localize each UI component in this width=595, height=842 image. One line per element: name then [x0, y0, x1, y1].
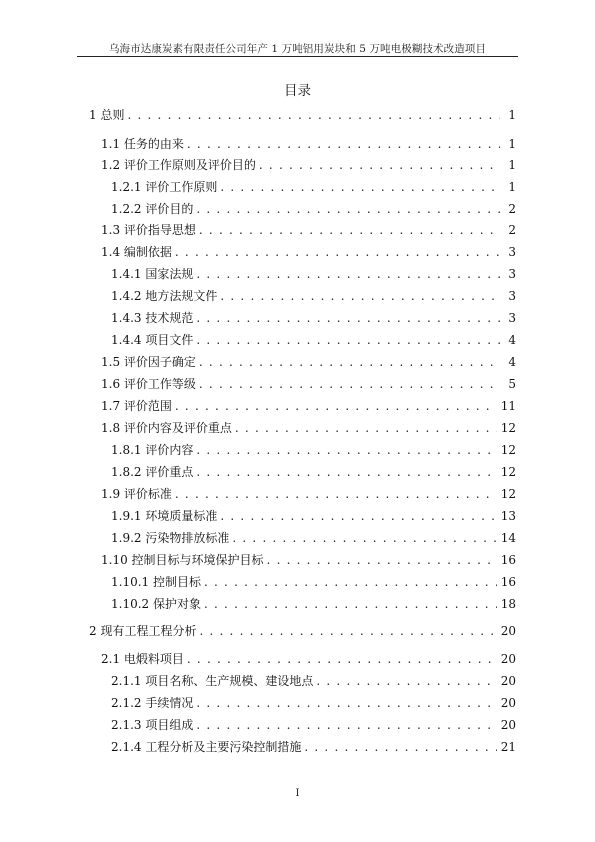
toc-entry-label: 1.4.4 项目文件: [111, 333, 194, 347]
toc-dot-leader: [175, 244, 500, 260]
toc-dot-leader: [204, 574, 497, 590]
toc-dot-leader: [196, 266, 500, 282]
toc-entry-page: 12: [500, 487, 516, 501]
toc-entry[interactable]: [101, 136, 516, 152]
toc-dot-leader: [187, 136, 500, 152]
toc-entry-page: 1: [508, 108, 516, 122]
toc-entry-label: 1.8 评价内容及评价重点: [101, 421, 232, 435]
toc-dot-leader: [267, 552, 497, 568]
toc-entry-label: 1.2.2 评价目的: [111, 202, 194, 216]
toc-entry-page: 16: [500, 575, 516, 589]
toc-entry[interactable]: [111, 442, 516, 458]
toc-dot-leader: [316, 673, 496, 689]
toc-entry-page: 2: [508, 202, 516, 216]
toc-entry-page: 12: [500, 421, 516, 435]
toc-entry-label: 1.10 控制目标与环境保护目标: [101, 553, 264, 567]
toc-entry-label: 1.8.1 评价内容: [111, 443, 194, 457]
toc-entry[interactable]: [101, 486, 516, 502]
toc-dot-leader: [204, 596, 497, 612]
toc-entry-label: 2.1.1 项目名称、生产规模、建设地点: [111, 674, 314, 688]
header-divider: [77, 56, 518, 57]
running-header: 乌海市达康炭素有限责任公司年产 1 万吨铝用炭块和 5 万吨电极糊技术改造项目: [108, 43, 487, 55]
toc-dot-leader: [196, 717, 496, 733]
toc-entry-label: 1.9 评价标准: [101, 487, 172, 501]
toc-entry[interactable]: [111, 596, 516, 612]
toc-entry[interactable]: [89, 623, 516, 639]
toc-dot-leader: [196, 201, 500, 217]
toc-entry-label: 1.10.2 保护对象: [111, 597, 201, 611]
toc-entry[interactable]: [111, 310, 516, 326]
toc-entry[interactable]: [111, 695, 516, 711]
toc-entry-page: 3: [508, 311, 516, 325]
toc-entry-page: 20: [500, 674, 516, 688]
toc-dot-leader: [196, 310, 500, 326]
toc-entry-label: 1.1 任务的由来: [101, 137, 184, 151]
toc-dot-leader: [259, 157, 500, 173]
toc-entry[interactable]: [111, 739, 516, 755]
toc-entry[interactable]: [89, 107, 516, 123]
toc-dot-leader: [127, 107, 500, 123]
toc-entry-page: 21: [500, 740, 516, 754]
toc-entry[interactable]: [111, 288, 516, 304]
toc-dot-leader: [220, 288, 500, 304]
toc-entry[interactable]: [111, 201, 516, 217]
toc-dot-leader: [220, 508, 496, 524]
toc-entry-label: 2.1.2 手续情况: [111, 696, 194, 710]
toc-entry[interactable]: [111, 673, 516, 689]
toc-entry[interactable]: [111, 332, 516, 348]
toc-entry[interactable]: [111, 717, 516, 733]
toc-entry-label: 1.8.2 评价重点: [111, 465, 194, 479]
toc-entry[interactable]: [101, 244, 516, 260]
toc-entry[interactable]: [101, 354, 516, 370]
toc-dot-leader: [175, 486, 497, 502]
toc-entry-label: 1.4.1 国家法规: [111, 267, 194, 281]
toc-entry-label: 1.7 评价范围: [101, 399, 172, 413]
toc-entry[interactable]: [111, 574, 516, 590]
toc-entry[interactable]: [101, 398, 516, 414]
toc-entry-page: 13: [500, 509, 516, 523]
toc-entry-page: 12: [500, 443, 516, 457]
toc-dot-leader: [175, 398, 497, 414]
toc-entry-page: 18: [500, 597, 516, 611]
toc-entry-page: 3: [508, 289, 516, 303]
toc-entry-label: 2 现有工程工程分析: [89, 624, 197, 638]
toc-entry-label: 1.4.3 技术规范: [111, 311, 194, 325]
toc-dot-leader: [199, 222, 500, 238]
toc-entry-page: 5: [508, 377, 516, 391]
toc-entry-label: 1.4.2 地方法规文件: [111, 289, 218, 303]
toc-entry[interactable]: [111, 464, 516, 480]
toc-entry-label: 1.9.2 污染物排放标准: [111, 531, 230, 545]
toc-entry-page: 4: [508, 333, 516, 347]
toc-dot-leader: [235, 420, 497, 436]
toc-entry-label: 1.10.1 控制目标: [111, 575, 201, 589]
toc-entry-page: 1: [508, 137, 516, 151]
toc-entry-page: 20: [500, 652, 516, 666]
toc-entry-label: 1.3 评价指导思想: [101, 223, 196, 237]
page-number: I: [295, 788, 300, 799]
toc-entry-page: 20: [500, 624, 516, 638]
toc-entry[interactable]: [111, 508, 516, 524]
toc-entry-page: 16: [500, 553, 516, 567]
toc-entry-label: 2.1 电煅料项目: [101, 652, 184, 666]
toc-entry[interactable]: [111, 530, 516, 546]
toc-entry-page: 1: [508, 158, 516, 172]
toc-entry-page: 3: [508, 245, 516, 259]
toc-entry-label: 1.9.1 环境质量标准: [111, 509, 218, 523]
toc-dot-leader: [220, 179, 500, 195]
toc-entry[interactable]: [101, 552, 516, 568]
toc-entry-label: 1.4 编制依据: [101, 245, 172, 259]
toc-dot-leader: [199, 354, 500, 370]
toc-title: 目录: [284, 83, 311, 99]
toc-entry-page: 14: [500, 531, 516, 545]
toc-entry[interactable]: [101, 376, 516, 392]
toc-entry[interactable]: [111, 266, 516, 282]
toc-entry[interactable]: [111, 179, 516, 195]
toc-dot-leader: [187, 651, 497, 667]
toc-dot-leader: [304, 739, 496, 755]
toc-entry-label: 2.1.4 工程分析及主要污染控制措施: [111, 740, 302, 754]
toc-entry-page: 3: [508, 267, 516, 281]
toc-entry[interactable]: [101, 651, 516, 667]
toc-dot-leader: [196, 442, 496, 458]
toc-entry-page: 1: [508, 180, 516, 194]
toc-entry-page: 11: [500, 399, 516, 413]
toc-entry-label: 1.2.1 评价工作原则: [111, 180, 218, 194]
toc-dot-leader: [196, 464, 496, 480]
toc-entry[interactable]: [101, 420, 516, 436]
toc-entry-label: 1.5 评价因子确定: [101, 355, 196, 369]
toc-entry-page: 20: [500, 718, 516, 732]
toc-entry-label: 1 总则: [89, 108, 125, 122]
toc-entry-page: 4: [508, 355, 516, 369]
toc-dot-leader: [196, 695, 496, 711]
toc-entry-page: 12: [500, 465, 516, 479]
toc-dot-leader: [232, 530, 496, 546]
toc-entry-page: 20: [500, 696, 516, 710]
toc-entry-page: 2: [508, 223, 516, 237]
toc-entry-label: 2.1.3 项目组成: [111, 718, 194, 732]
toc-dot-leader: [196, 332, 500, 348]
toc-entry-label: 1.2 评价工作原则及评价目的: [101, 158, 256, 172]
toc-entry-label: 1.6 评价工作等级: [101, 377, 196, 391]
toc-dot-leader: [199, 376, 500, 392]
toc-entry[interactable]: [101, 157, 516, 173]
toc-dot-leader: [199, 623, 496, 639]
toc-entry[interactable]: [101, 222, 516, 238]
